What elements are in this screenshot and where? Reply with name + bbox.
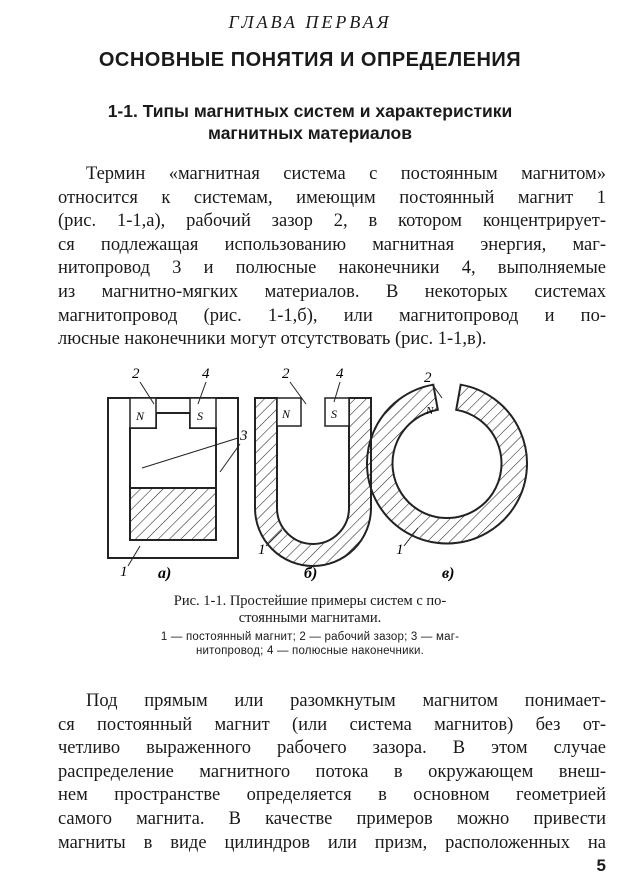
figure-b-system	[255, 366, 371, 582]
text-line: ся подлежащая использованию магнитная энергия, маг-	[58, 234, 606, 255]
subfigure-label-b: б)	[304, 565, 318, 582]
label-1-v: 1	[396, 542, 404, 558]
paragraph-intro	[58, 163, 606, 352]
caption-line: стоянными магнитами.	[238, 610, 382, 626]
figure-caption	[110, 593, 510, 627]
horseshoe-magnet	[255, 398, 371, 566]
section-heading	[60, 100, 560, 144]
pole-piece-s	[190, 398, 216, 428]
label-1-b: 1	[258, 542, 266, 558]
label-2-a: 2	[132, 366, 140, 382]
label-4-b: 4	[336, 366, 344, 382]
label-3: 3	[240, 428, 248, 444]
text-line: люсные наконечники могут отсутствовать (рис. 1-1,в).	[58, 329, 487, 350]
caption-line: Рис. 1-1. Простейшие примеры систем с по-	[173, 593, 447, 609]
figure-v-system	[367, 370, 527, 582]
section-heading-line-1: 1-1. Типы магнитных систем и характеристики	[107, 101, 513, 121]
subfigure-label-a: а)	[158, 565, 172, 582]
chapter-heading: ГЛАВА ПЕРВАЯ	[228, 12, 392, 32]
ring-magnet	[367, 385, 527, 544]
text-line: самого магнита. В качестве примеров можно привести	[58, 808, 606, 829]
text-line: четливо выраженного рабочего зазора. В этом случае	[58, 738, 606, 759]
pole-s-label: S	[331, 407, 337, 421]
text-line: распределение магнитного потока в окружающем внеш-	[58, 761, 606, 782]
label-2-b: 2	[282, 366, 290, 382]
section-heading-line-2: магнитных материалов	[207, 123, 412, 143]
text-line: нем пространстве определяется в основном геометрией	[58, 785, 606, 806]
permanent-magnet-block	[130, 488, 216, 540]
legend-line: нитопровод; 4 — полюсные наконечники.	[196, 645, 424, 657]
subfigure-label-v: в)	[442, 565, 455, 582]
text-line: ся постоянный магнит (или система магнитов) без от-	[58, 714, 606, 735]
figure-a-system	[108, 366, 248, 582]
chapter-title: ОСНОВНЫЕ ПОНЯТИЯ И ОПРЕДЕЛЕНИЯ	[98, 49, 522, 71]
legend-line: 1 — постоянный магнит; 2 — рабочий зазор; 3 — маг-	[160, 631, 460, 643]
pole-n-label: N	[136, 409, 145, 423]
pole-s-label: S	[197, 409, 203, 423]
text-line: Под прямым или разомкнутым магнитом понимает-	[86, 691, 606, 711]
pole-n-label: N	[282, 407, 291, 421]
paragraph-straight-magnet	[58, 690, 606, 855]
text-line: магниты в виде цилиндров или призм, расположенных на	[58, 832, 606, 853]
text-line: из магнитно-мягких материалов. В некоторых системах	[58, 281, 606, 302]
text-line: Термин «магнитная система с постоянным магнитом»	[86, 164, 606, 184]
text-line: магнитопровод (рис. 1-1,б), или магнитопровод и по-	[58, 305, 606, 326]
text-line: относится к системам, имеющим постоянный магнит 1	[58, 187, 606, 208]
text-line: (рис. 1-1,а), рабочий зазор 2, в котором концентрирует-	[58, 211, 606, 232]
page-number: 5	[596, 856, 606, 875]
pole-n-label: N	[426, 405, 434, 417]
label-2-v: 2	[424, 370, 432, 386]
text-line: нитопровод 3 и полюсные наконечники 4, выполняемые	[58, 258, 606, 279]
pole-piece-s	[325, 398, 349, 426]
figure-legend	[110, 630, 510, 658]
figure-magnet-systems	[90, 358, 530, 586]
label-1-a: 1	[120, 564, 128, 580]
label-4-a: 4	[202, 366, 210, 382]
